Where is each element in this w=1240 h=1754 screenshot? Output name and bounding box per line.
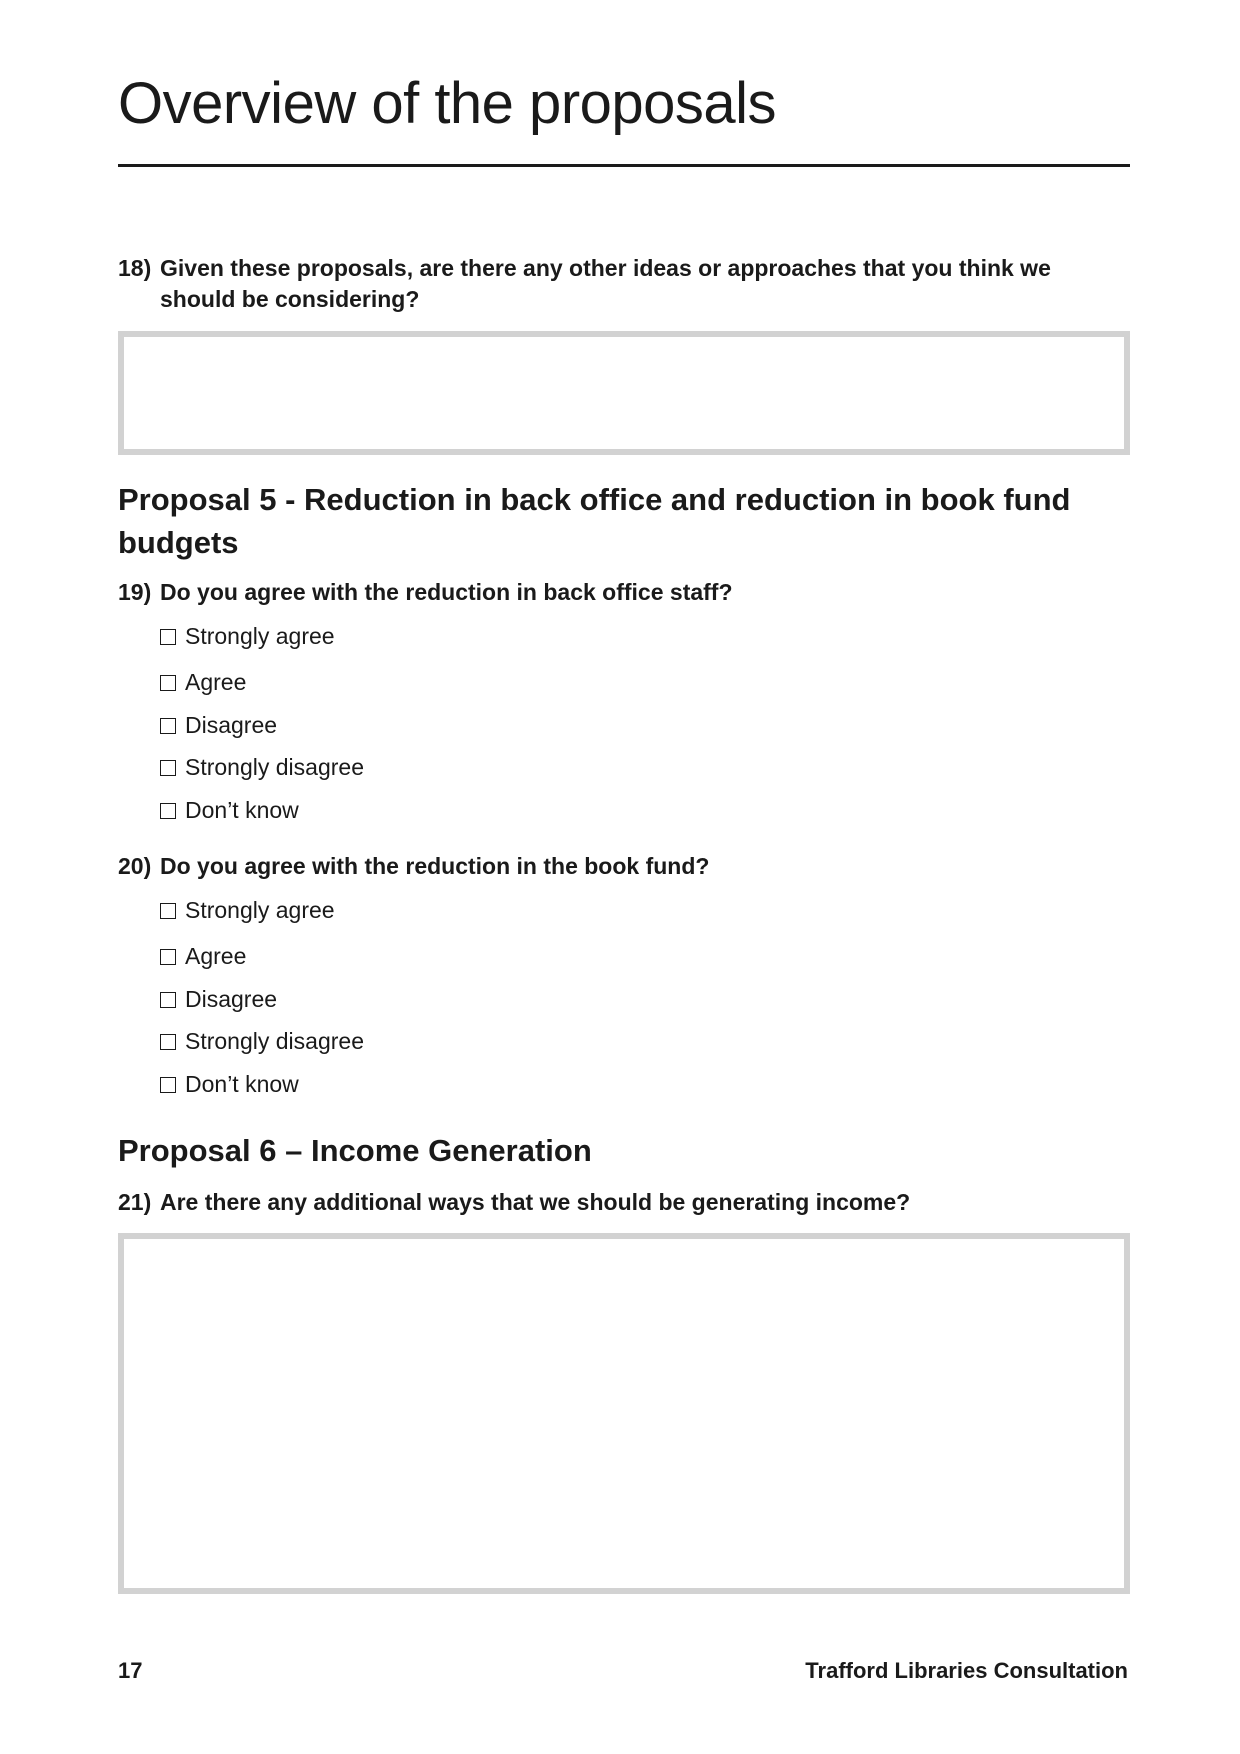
checkbox-icon[interactable] <box>160 949 176 965</box>
question-19 <box>118 577 1090 608</box>
checkbox-icon[interactable] <box>160 903 176 919</box>
checkbox-icon[interactable] <box>160 992 176 1008</box>
option-label: Don’t know <box>185 1071 299 1097</box>
option-label: Strongly agree <box>185 623 335 649</box>
option-label: Agree <box>185 669 247 695</box>
question-20-number: 20) <box>118 853 152 879</box>
question-21-number: 21) <box>118 1189 152 1215</box>
checkbox-icon[interactable] <box>160 1077 176 1093</box>
q19-option-strongly-disagree[interactable] <box>160 752 364 782</box>
q19-option-disagree[interactable] <box>160 710 277 740</box>
question-19-text: Do you agree with the reduction in back office staff? <box>160 579 733 605</box>
question-18-answer-box[interactable] <box>118 331 1130 455</box>
proposal-5-heading: Proposal 5 - Reduction in back office and reduction in book fund budgets <box>118 482 1071 560</box>
option-label: Agree <box>185 943 247 969</box>
question-18-number: 18) <box>118 255 152 281</box>
page-title: Overview of the proposals <box>118 71 777 136</box>
question-19-number: 19) <box>118 579 152 605</box>
question-18-text: Given these proposals, are there any other ideas or approaches that you think we should be considering? <box>160 255 1051 312</box>
checkbox-icon[interactable] <box>160 1034 176 1050</box>
question-21-answer-box[interactable] <box>118 1233 1130 1594</box>
checkbox-icon[interactable] <box>160 760 176 776</box>
option-label: Disagree <box>185 986 278 1012</box>
q20-option-agree[interactable] <box>160 941 246 971</box>
option-label: Strongly disagree <box>185 754 364 780</box>
title-divider <box>118 164 1130 167</box>
q20-option-strongly-agree[interactable] <box>160 895 335 925</box>
option-label: Strongly agree <box>185 897 335 923</box>
checkbox-icon[interactable] <box>160 803 176 819</box>
question-18 <box>118 253 1090 315</box>
q20-option-strongly-disagree[interactable] <box>160 1026 364 1056</box>
option-label: Don’t know <box>185 797 299 823</box>
footer-document-title: Trafford Libraries Consultation <box>805 1658 1128 1683</box>
option-label: Disagree <box>185 712 278 738</box>
footer-page-number: 17 <box>118 1658 143 1683</box>
option-label: Strongly disagree <box>185 1028 364 1054</box>
q20-option-dont-know[interactable] <box>160 1069 299 1099</box>
checkbox-icon[interactable] <box>160 718 176 734</box>
q19-option-agree[interactable] <box>160 667 246 697</box>
question-21 <box>118 1187 1090 1218</box>
question-20 <box>118 851 1090 882</box>
q20-option-disagree[interactable] <box>160 984 277 1014</box>
question-20-text: Do you agree with the reduction in the book fund? <box>160 853 710 879</box>
proposal-6-heading: Proposal 6 – Income Generation <box>118 1133 592 1168</box>
question-21-text: Are there any additional ways that we should be generating income? <box>160 1189 911 1215</box>
checkbox-icon[interactable] <box>160 629 176 645</box>
q19-option-dont-know[interactable] <box>160 795 299 825</box>
checkbox-icon[interactable] <box>160 675 176 691</box>
q19-option-strongly-agree[interactable] <box>160 621 335 651</box>
